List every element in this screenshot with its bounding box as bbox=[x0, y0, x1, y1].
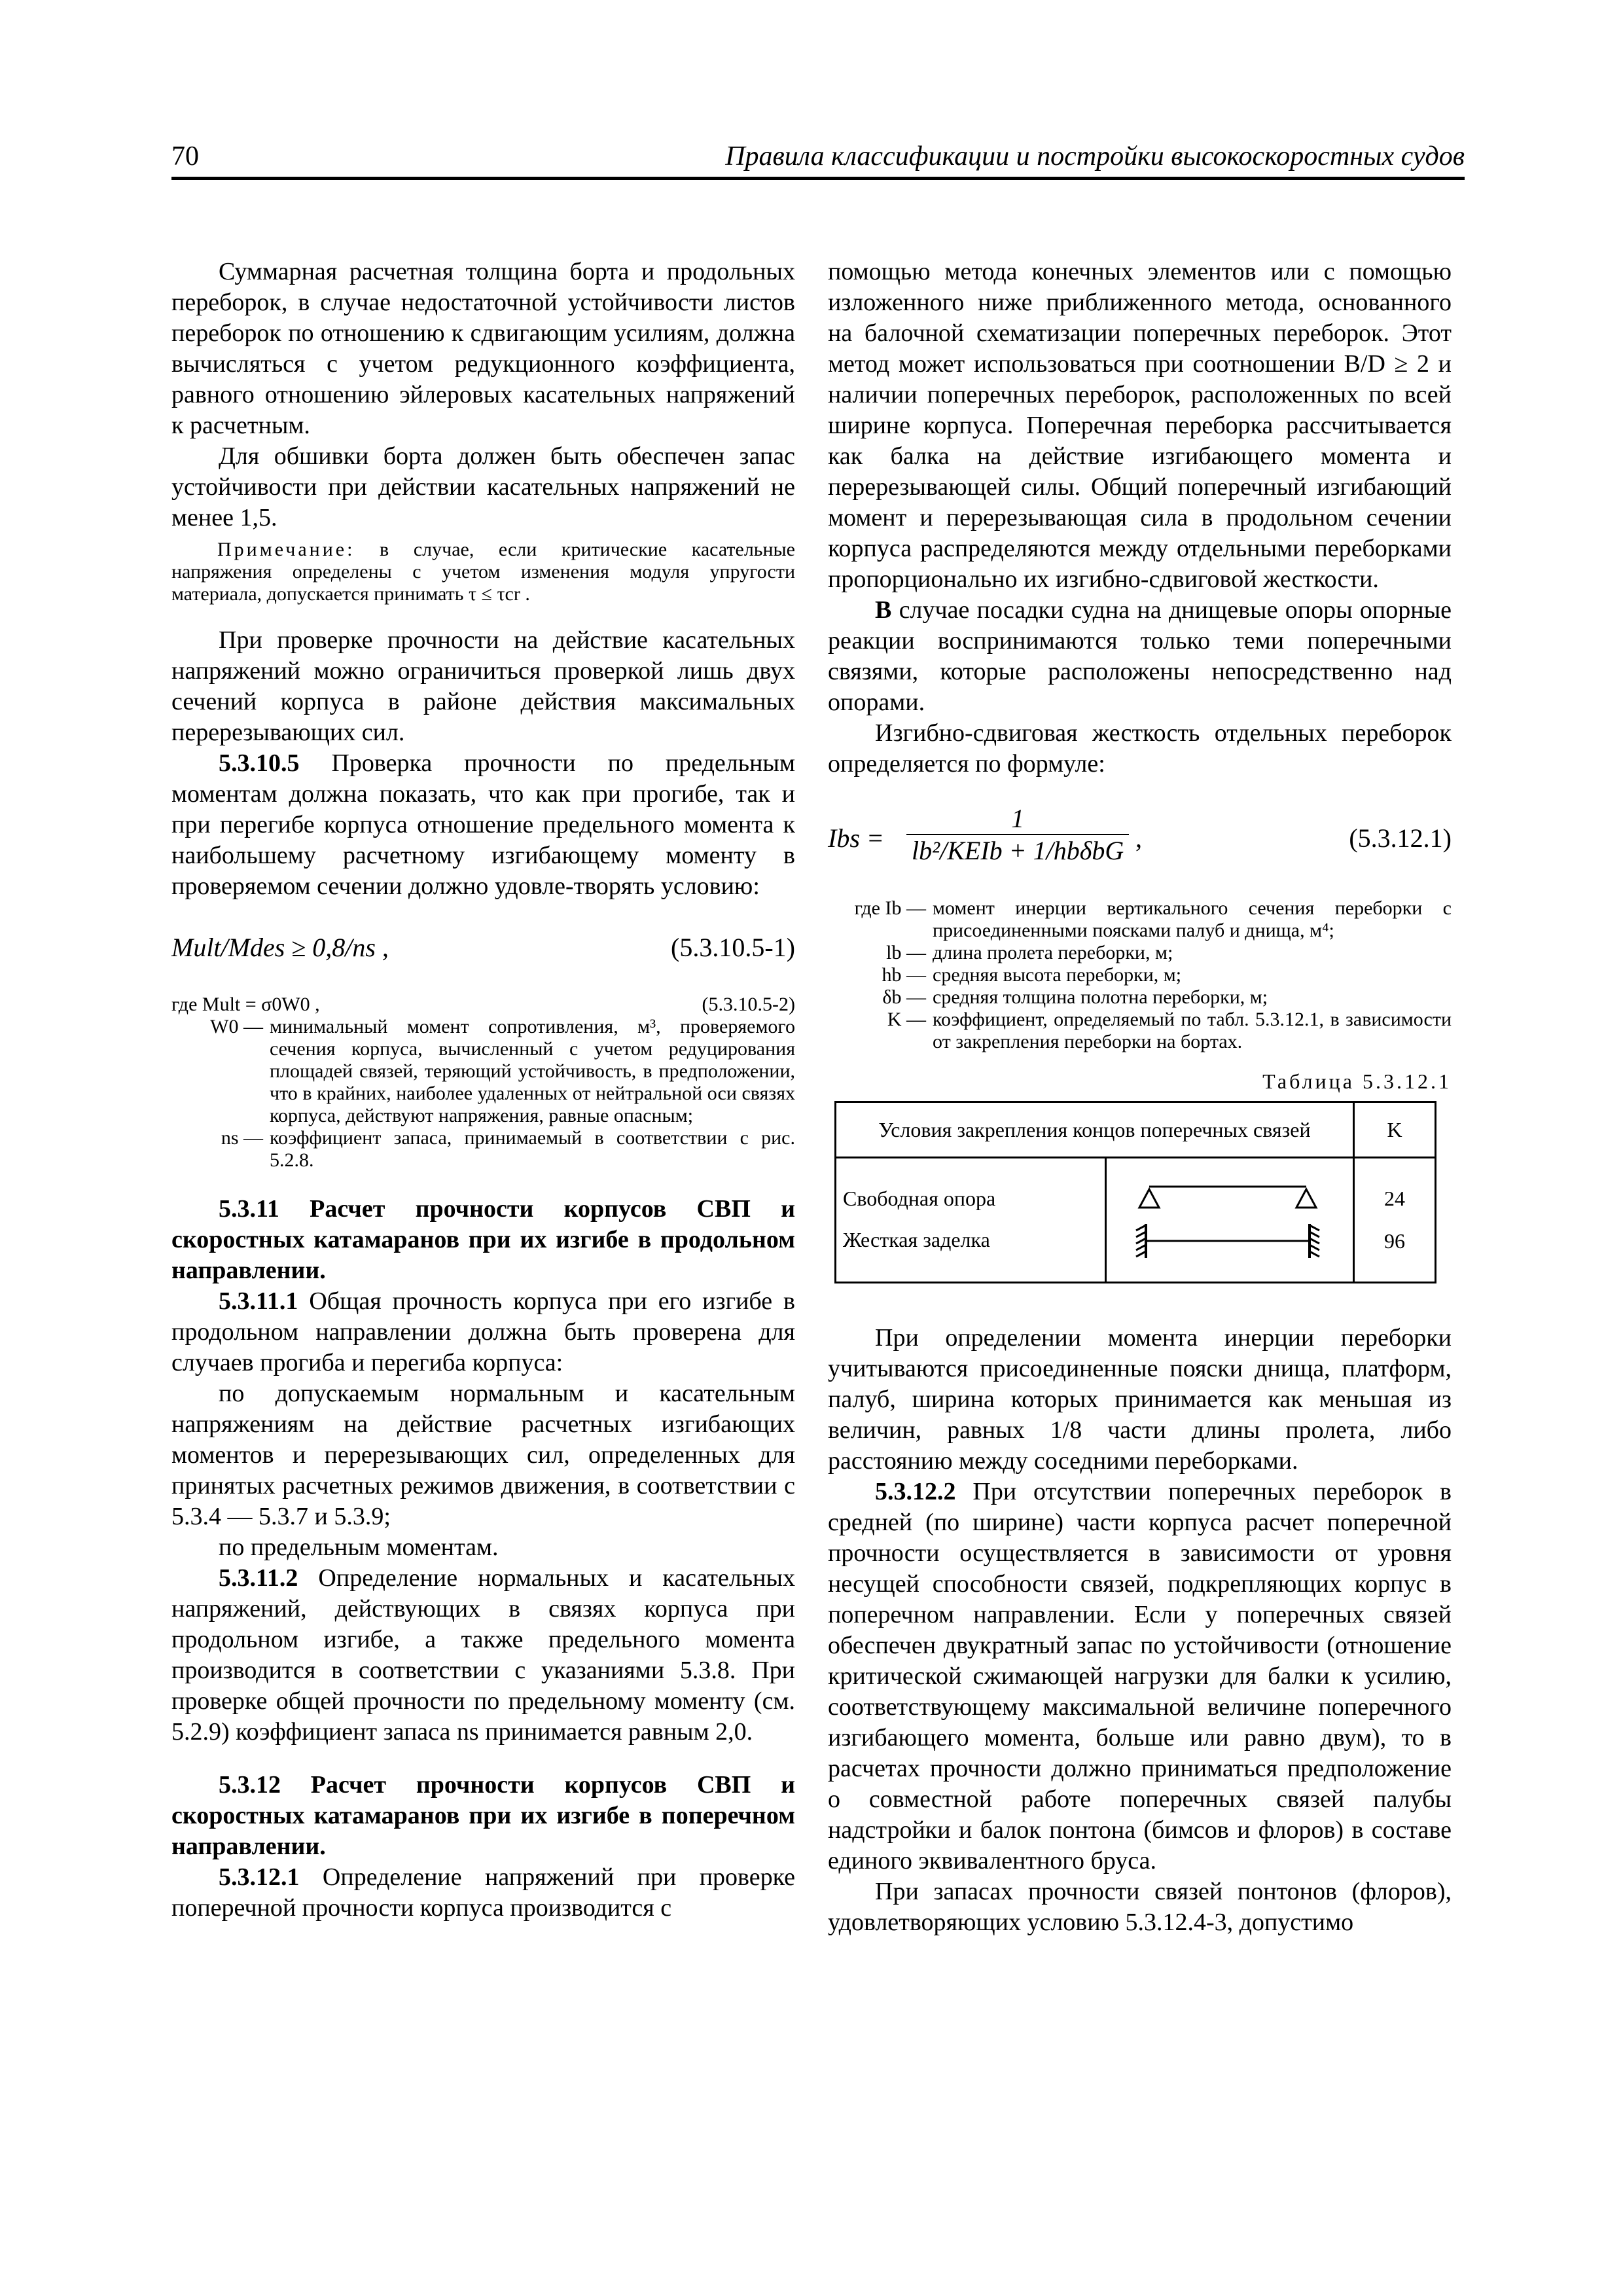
paragraph: При определении момента инерции переборки учитываются присоединенные пояски днища, платформ, палуб, ширина которых принимается как меньшая из величин, равных 1/8 части длины пролета, либо расстоянию между соседними переборками. bbox=[828, 1324, 1452, 1475]
paragraph: При запасах прочности связей понтонов (флоров), удовлетворяющих условию 5.3.12.4-3, допустимо bbox=[828, 1878, 1452, 1936]
paragraph-text: Определение нормальных и касательных напряжений, действующих в связях корпуса при продольном изгибе, а также предельного момента производится в соответствии с указаниями 5.3.8. При проверке общей прочности по предельному моменту (см. 5.2.9) коэффициент запаса ns принимается равным 2,0. bbox=[171, 1564, 795, 1746]
formula-5-3-10-5-1 bbox=[171, 925, 795, 971]
formula-expression: Mult/Mdes ≥ 0,8/ns , bbox=[171, 933, 389, 962]
paragraph: помощью метода конечных элементов или с помощью изложенного ниже приближенного метода, основанного на балочной схематизации поперечных переборок. Этот метод может использоваться при соотношении B/D ≥ 2 и наличии поперечных переборок, расположенных по всей ширине корпуса. Поперечная переборка рассчитывается как балка на действие изгибающего момента и перерезывающей силы. Общий поперечный изгибающий момент и перерезывающая сила в продольном сечении корпуса распределяются между отдельными переборками пропорционально их изгибно-сдвиговой жесткости. bbox=[828, 258, 1452, 593]
legend-item bbox=[828, 1009, 1452, 1053]
formula-number: (5.3.10.5-1) bbox=[671, 933, 795, 962]
legend-item bbox=[171, 1127, 795, 1172]
paragraph bbox=[171, 1862, 795, 1924]
table-cell-k: 96 bbox=[1354, 1219, 1436, 1283]
fraction-denominator: lb²/KEIb + 1/hbδbG bbox=[912, 836, 1124, 865]
paragraph-text: Определение напряжений при проверке поперечной прочности корпуса производится с bbox=[171, 1863, 795, 1922]
table-cell-k: 24 bbox=[1354, 1158, 1436, 1220]
formula-fraction bbox=[906, 803, 1129, 866]
legend-text: коэффициент запаса, принимаемый в соответствии с рис. 5.2.8. bbox=[270, 1127, 795, 1171]
legend-symbol: δb — bbox=[882, 986, 926, 1008]
table-caption-text: Таблица 5.3.12.1 bbox=[1262, 1069, 1452, 1093]
support-table bbox=[834, 1101, 1436, 1283]
paragraph-text: Проверка прочности по предельным моментам должна показать, что как при прогибе, так и при перегибе корпуса отношение предельного момента к наибольшему расчетному изгибающему моменту в проверяемом сечении должно удовле-творять условию: bbox=[171, 749, 796, 900]
legend-symbol: lb — bbox=[886, 942, 926, 963]
where-expression: где Mult = σ0W0 , bbox=[171, 994, 320, 1015]
table-row bbox=[836, 1219, 1436, 1283]
section-number: 5.3.12.2 bbox=[875, 1478, 956, 1505]
legend-item bbox=[828, 986, 1452, 1009]
section-number: 5.3.12.1 bbox=[219, 1863, 300, 1891]
legend-text: длина пролета переборки, м; bbox=[933, 942, 1173, 963]
paragraph-text: случае посадки судна на днищевые опоры опорные реакции воспринимаются только теми поперечными связями, которые расположены непосредственно над опорами. bbox=[828, 596, 1452, 716]
legend-text: момент инерции вертикального сечения переборки с присоединенными поясками палуб и днища, м⁴; bbox=[933, 897, 1452, 941]
note-text: в случае, если критические касательные напряжения определены с учетом изменения модуля упругости материала, допускается принимать τ ≤ τcr . bbox=[171, 539, 796, 605]
section-heading: 5.3.12 Расчет прочности корпусов СВП и скоростных катамаранов при их изгибе в поперечном направлении. bbox=[171, 1771, 795, 1860]
table-cell-condition: Свободная опора bbox=[836, 1158, 1106, 1220]
paragraph bbox=[828, 1477, 1452, 1876]
legend-text: коэффициент, определяемый по табл. 5.3.12.1, в зависимости от закрепления переборки на бортах. bbox=[933, 1009, 1452, 1052]
section-number: 5.3.11.1 bbox=[219, 1287, 298, 1315]
running-title: Правила классификации и постройки высокоскоростных судов bbox=[725, 141, 1465, 171]
paragraph: При проверке прочности на действие касательных напряжений можно ограничиться проверкой лишь двух сечений корпуса в районе действия максимальных перерезывающих сил. bbox=[171, 626, 795, 746]
section-number: 5.3.11.2 bbox=[219, 1564, 298, 1592]
formula-5-3-12-1 bbox=[828, 803, 1452, 875]
table-header-row bbox=[836, 1102, 1436, 1158]
table-cell-diagram bbox=[1106, 1219, 1354, 1283]
paragraph bbox=[828, 595, 1452, 718]
table-header-k: K bbox=[1354, 1102, 1436, 1158]
legend-item bbox=[828, 897, 1452, 942]
paragraph bbox=[171, 1286, 795, 1378]
table-cell-diagram bbox=[1106, 1158, 1354, 1220]
formula-5-3-10-5-2 bbox=[171, 994, 795, 1016]
paragraph: по предельным моментам. bbox=[219, 1534, 499, 1561]
paragraph: по допускаемым нормальным и касательным напряжениям на действие расчетных изгибающих моментов и перерезывающих сил, определенных для принятых расчетных режимов движения, в соответствии с 5.3.4 — 5.3.7 и 5.3.9; bbox=[171, 1380, 795, 1530]
formula-lhs: Ibs = bbox=[828, 823, 884, 853]
legend-symbol: hb — bbox=[882, 964, 926, 986]
paragraph: Для обшивки борта должен быть обеспечен запас устойчивости при действии касательных напряжений не менее 1,5. bbox=[171, 442, 795, 531]
paragraph-text: При отсутствии поперечных переборок в средней (по ширине) части корпуса расчет поперечной прочности осуществляется в зависимости от уровня несущей способности связей, подкрепляющих корпус в поперечном направлении. Если у поперечных связей обеспечен двукратный запас по устойчивости (отношение критической сжимающей нагрузки для балки к усилию, соответствующему максимальной величине поперечного изгибающего момента, больше или равно двум), то в расчетах прочности должно приниматься предположение о совместной работе поперечных связей палубы надстройки и балок понтона (бимсов и флоров) в составе единого эквивалентного бруса. bbox=[828, 1478, 1452, 1874]
paragraph: Суммарная расчетная толщина борта и продольных переборок, в случае недостаточной устойчивости листов переборок по отношению к сдвигающим усилиям, должна вычисляться с учетом редукционного коэффициента, равного отношению эйлеровых касательных напряжений к расчетным. bbox=[171, 258, 795, 439]
formula-number: (5.3.10.5-2) bbox=[702, 994, 795, 1015]
formula-comma: , bbox=[1135, 823, 1142, 853]
left-column bbox=[171, 257, 795, 1924]
legend-text: средняя высота переборки, м; bbox=[933, 964, 1182, 986]
table-caption bbox=[828, 1066, 1452, 1097]
paragraph bbox=[171, 1563, 795, 1748]
note-label: Примечание: bbox=[217, 539, 355, 560]
paragraph-text: Общая прочность корпуса при его изгибе в продольном направлении должна быть проверена для случаев прогиба и перегиба корпуса: bbox=[171, 1287, 795, 1376]
page-number: 70 bbox=[171, 141, 199, 171]
legend-item bbox=[171, 1016, 795, 1127]
legend-item bbox=[828, 964, 1452, 986]
free-support-diagram bbox=[1107, 1183, 1349, 1215]
paragraph: Изгибно-сдвиговая жесткость отдельных переборок определяется по формуле: bbox=[828, 719, 1452, 778]
right-column bbox=[828, 257, 1452, 1938]
legend-list bbox=[828, 897, 1452, 1053]
legend-symbol: ns — bbox=[221, 1127, 263, 1149]
bold-letter: В bbox=[875, 596, 892, 624]
header-rule bbox=[171, 177, 1465, 180]
rigid-fixing-diagram bbox=[1107, 1221, 1349, 1261]
table-cell-condition: Жесткая заделка bbox=[836, 1219, 1106, 1283]
legend-list bbox=[171, 1016, 795, 1172]
legend-item bbox=[828, 942, 1452, 964]
fraction-numerator: 1 bbox=[906, 803, 1129, 835]
legend-text: средняя толщина полотна переборки, м; bbox=[933, 986, 1268, 1008]
section-heading: 5.3.11 Расчет прочности корпусов СВП и скоростных катамаранов при их изгибе в продольном направлении. bbox=[171, 1195, 795, 1284]
legend-symbol: W0 — bbox=[210, 1016, 263, 1037]
legend-symbol: K — bbox=[887, 1009, 926, 1030]
table-row bbox=[836, 1158, 1436, 1220]
legend-symbol: где Ib — bbox=[854, 897, 926, 919]
note bbox=[171, 539, 795, 605]
table-header-condition: Условия закрепления концов поперечных связей bbox=[836, 1102, 1354, 1158]
paragraph bbox=[171, 748, 795, 902]
legend-text: минимальный момент сопротивления, м³, проверяемого сечения корпуса, вычисленный с учетом редуцирования площадей связей, теряющий устойчивость, в предположении, что в крайних, наиболее удаленных от нейтральной оси связях корпуса, действуют напряжения, равные опасным; bbox=[270, 1016, 795, 1126]
section-number: 5.3.10.5 bbox=[219, 749, 300, 777]
formula-number: (5.3.12.1) bbox=[1349, 823, 1452, 853]
